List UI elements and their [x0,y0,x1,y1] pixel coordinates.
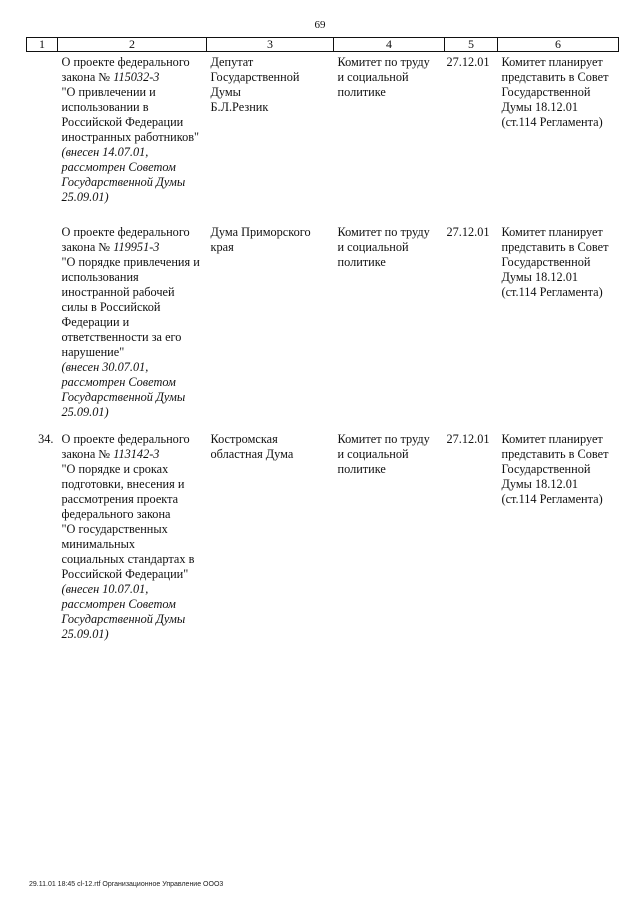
committee-line: и социальной [337,240,409,254]
committee-line: политике [337,255,386,269]
committee-note [498,432,619,652]
author-line: Б.Л.Резник [210,100,269,114]
bill-description [58,432,207,652]
bill-name-line: Российской Федерации [61,115,184,129]
bill-name-line: иностранной рабочей [61,285,175,299]
bill-name-line: федерального закона [61,507,171,521]
page-number: 69 [314,19,326,31]
committee-line: Комитет по труду [337,432,430,446]
bill-label: закона № [61,240,114,254]
bill-name-line: "О порядке и сроках [61,462,169,476]
bill-status-line: (внесен 10.07.01, [61,582,149,596]
bill-status-line: 25.09.01) [61,190,109,204]
column-number-6: 6 [498,38,619,52]
committee-line: политике [337,462,386,476]
note-line: Комитет планирует [501,432,603,446]
row-number: 34. [38,432,54,446]
column-number-3: 3 [207,38,334,52]
note-line: Думы 18.12.01 [501,100,579,114]
note-line: представить в Совет [501,70,609,84]
bill-number: 115032-3 [113,70,160,84]
bill-name-line: иностранных работников" [61,130,200,144]
bill-label: закона № [61,70,114,84]
row-number [27,225,58,432]
column-number-1: 1 [27,38,58,52]
committee-line: Комитет по труду [337,55,430,69]
author-line: Думы [210,85,241,99]
table-row [27,432,619,652]
bill-number-line [62,70,205,85]
committee-note [498,225,619,432]
bill-number-line [62,240,205,255]
note-line: (ст.114 Регламента) [501,285,603,299]
bill-status-line: Государственной Думы [61,612,186,626]
bill-name-line: силы в Российской [61,300,161,314]
bill-title-line: О проекте федерального [61,55,190,69]
note-line: (ст.114 Регламента) [501,492,603,506]
bill-number: 113142-3 [113,447,160,461]
note-line: Комитет планирует [501,225,603,239]
review-date: 27.12.01 [446,55,490,69]
bill-number: 119951-3 [113,240,160,254]
bill-status-line: рассмотрен Советом [61,160,176,174]
bill-status-line: (внесен 30.07.01, [61,360,149,374]
bill-name-line: "О привлечении и [61,85,156,99]
column-number-header [27,38,619,52]
note-line: Государственной [501,85,591,99]
bill-name-line: ответственности за его [61,330,182,344]
bill-name-line: "О государственных [61,522,168,536]
bill-name-line: Российской Федерации" [61,567,189,581]
bill-name-line: использования [61,270,139,284]
bill-status-line: рассмотрен Советом [61,375,176,389]
bill-name-line: "О порядке привлечения и [61,255,200,269]
responsible-committee [334,225,445,432]
bill-author [207,52,334,226]
note-line: (ст.114 Регламента) [501,115,603,129]
committee-line: и социальной [337,447,409,461]
committee-line: и социальной [337,70,409,84]
column-number-5: 5 [445,38,498,52]
bill-name-line: рассмотрения проекта [61,492,179,506]
bill-name-line: Федерации и [61,315,130,329]
responsible-committee [334,432,445,652]
note-line: Думы 18.12.01 [501,477,579,491]
author-line: областная Дума [210,447,294,461]
author-line: Костромская [210,432,278,446]
bill-status-line: Государственной Думы [61,390,186,404]
bill-title-line: О проекте федерального [61,432,190,446]
bill-status-line: 25.09.01) [61,627,109,641]
note-line: Государственной [501,462,591,476]
bill-status-line: 25.09.01) [61,405,109,419]
table-row [27,225,619,432]
committee-note [498,52,619,226]
bill-name-line: подготовки, внесения и [61,477,185,491]
table-row [27,52,619,226]
column-number-4: 4 [334,38,445,52]
bill-author [207,432,334,652]
document-footer: 29.11.01 18:45 cl-12.rtf Организационное Управление ООО3 [29,881,224,888]
bill-status-line: (внесен 14.07.01, [61,145,149,159]
note-line: представить в Совет [501,240,609,254]
author-line: Депутат [210,55,254,69]
bill-description [58,52,207,226]
committee-line: политике [337,85,386,99]
column-number-2: 2 [58,38,207,52]
bill-title-line: О проекте федерального [61,225,190,239]
row-number [27,52,58,226]
author-line: края [210,240,234,254]
bill-name-line: социальных стандартах в [61,552,195,566]
bill-name-line: использовании в [61,100,149,114]
bill-status-line: Государственной Думы [61,175,186,189]
author-line: Дума Приморского [210,225,311,239]
review-date: 27.12.01 [446,432,490,446]
bill-description [58,225,207,432]
document-table [26,37,619,652]
review-date: 27.12.01 [446,225,490,239]
note-line: Думы 18.12.01 [501,270,579,284]
bill-label: закона № [61,447,114,461]
bill-author [207,225,334,432]
bill-name-line: минимальных [61,537,136,551]
responsible-committee [334,52,445,226]
note-line: Комитет планирует [501,55,603,69]
bill-name-line: нарушение" [61,345,125,359]
note-line: Государственной [501,255,591,269]
bill-number-line [62,447,205,462]
author-line: Государственной [210,70,300,84]
bill-status-line: рассмотрен Советом [61,597,176,611]
note-line: представить в Совет [501,447,609,461]
committee-line: Комитет по труду [337,225,430,239]
